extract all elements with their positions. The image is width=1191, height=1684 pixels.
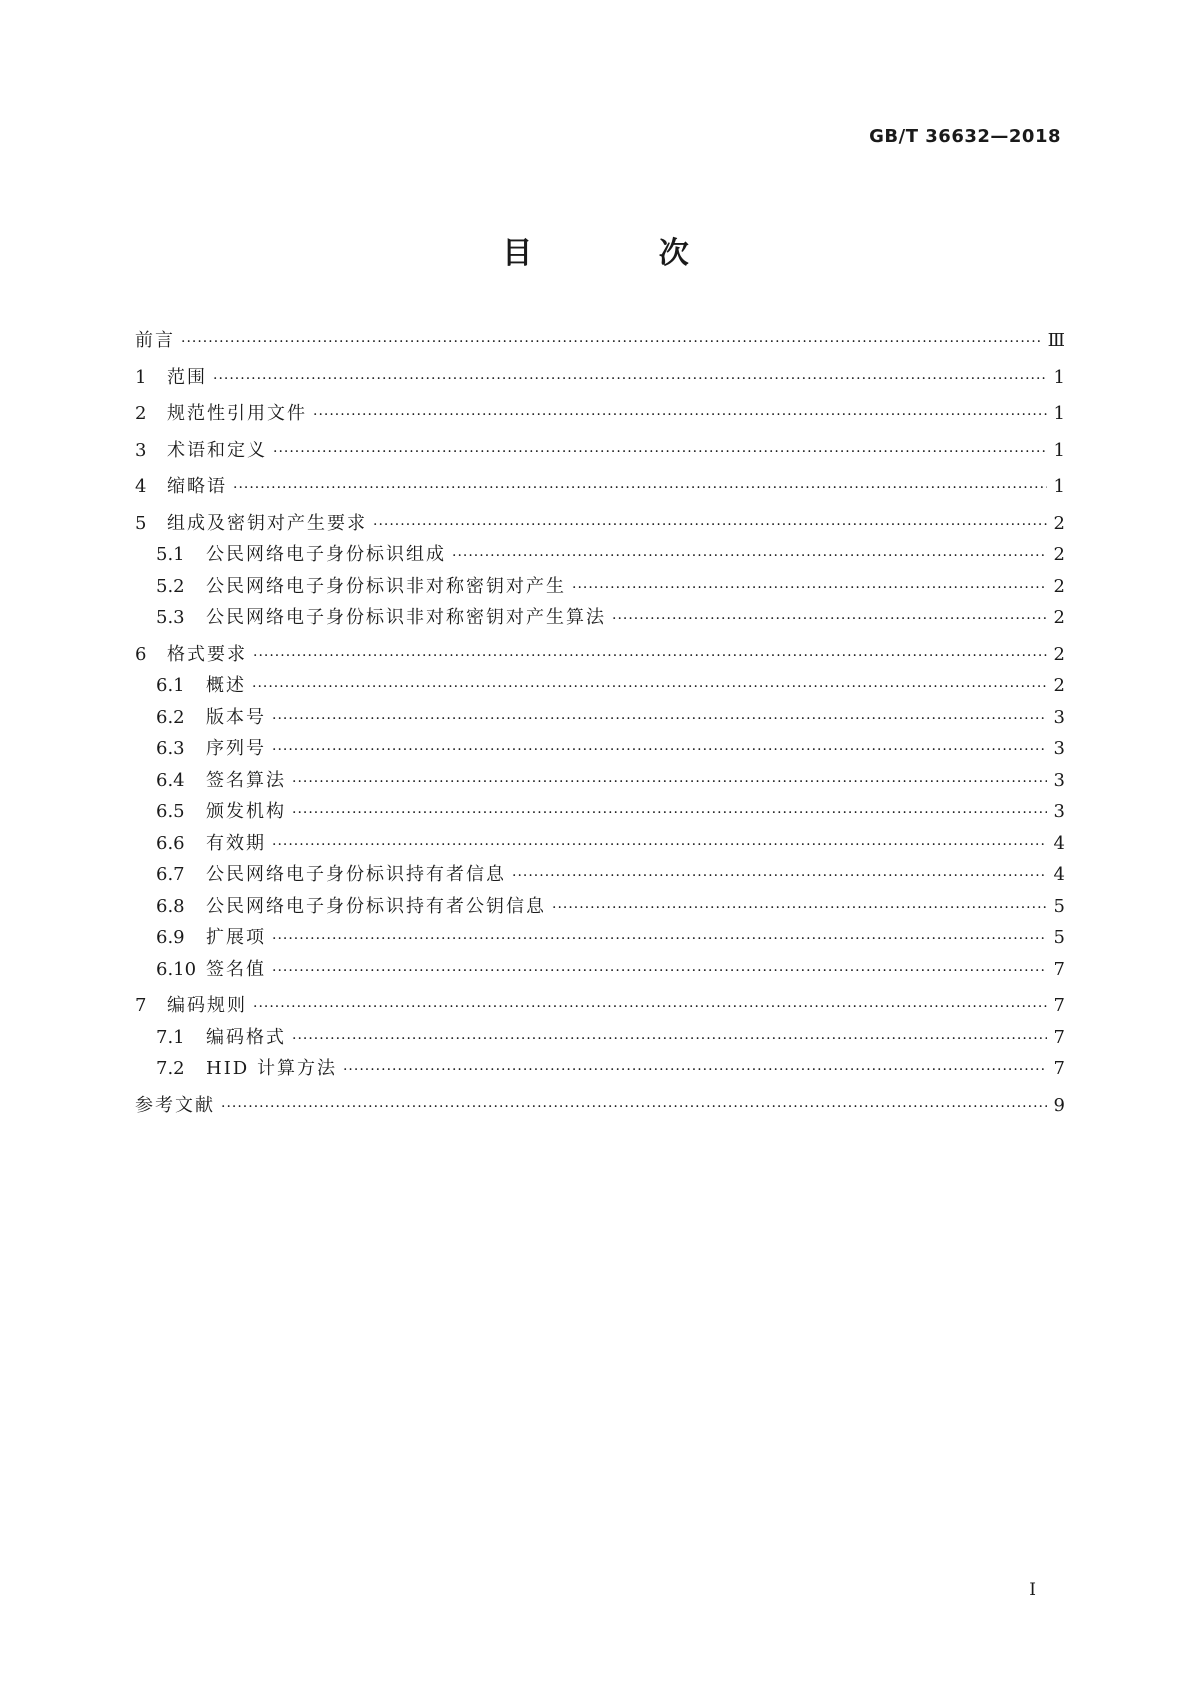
- toc-dot-leader: [292, 1031, 1047, 1047]
- toc-dot-leader: [272, 742, 1047, 758]
- toc-dot-leader: [452, 548, 1047, 564]
- toc-dot-leader: [273, 444, 1047, 460]
- toc-entry[interactable]: [135, 955, 1065, 987]
- toc-entry-title: 编码格式: [206, 1026, 286, 1048]
- toc-dot-leader: [373, 517, 1047, 533]
- toc-entry-page: 2: [1053, 575, 1065, 597]
- toc-entry[interactable]: [135, 1091, 1065, 1123]
- toc-entry-page: 2: [1053, 512, 1065, 534]
- toc-entry-page: 1: [1053, 403, 1065, 424]
- toc-dot-leader: [612, 611, 1047, 627]
- toc-entry-number: 6.10: [156, 958, 197, 980]
- toc-entry-title: 颁发机构: [206, 801, 286, 822]
- toc-entry-number: 6.9: [156, 927, 185, 948]
- toc-entry-page: 1: [1053, 476, 1065, 497]
- toc-entry-title: 概述: [206, 675, 246, 696]
- toc-entry-title: 序列号: [206, 738, 266, 759]
- toc-entry-number: 7: [135, 995, 147, 1016]
- toc-entry[interactable]: [135, 1023, 1065, 1055]
- toc-entry[interactable]: [135, 363, 1065, 395]
- toc-entry-title: 术语和定义: [167, 439, 267, 461]
- toc-dot-leader: [552, 900, 1047, 916]
- toc-entry-page: 2: [1053, 607, 1065, 628]
- toc-dot-leader: [292, 774, 1047, 790]
- toc-entry-number: 1: [135, 366, 147, 388]
- toc-entry[interactable]: [135, 703, 1065, 735]
- toc-entry[interactable]: [135, 734, 1065, 766]
- toc-entry-title: HID 计算方法: [206, 1058, 337, 1079]
- toc-entry-page: 4: [1053, 832, 1065, 854]
- toc-entry[interactable]: [135, 797, 1065, 829]
- toc-dot-leader: [292, 805, 1047, 821]
- toc-entry[interactable]: [135, 326, 1065, 358]
- toc-entry-number: 2: [135, 403, 147, 424]
- toc-entry-page: 3: [1053, 769, 1065, 791]
- toc-entry-title: 公民网络电子身份标识非对称密钥对产生算法: [206, 607, 606, 628]
- toc-entry[interactable]: [135, 671, 1065, 703]
- toc-dot-leader: [272, 963, 1047, 979]
- toc-entry-page: 7: [1053, 995, 1065, 1016]
- toc-entry-number: 5.2: [156, 575, 185, 597]
- toc-dot-leader: [252, 679, 1047, 695]
- toc-entry-page: 4: [1053, 864, 1065, 885]
- toc-entry-number: 6.6: [156, 832, 185, 854]
- toc-entry-title: 签名算法: [206, 769, 286, 791]
- toc-entry-page: 9: [1053, 1094, 1065, 1116]
- toc-dot-leader: [272, 837, 1047, 853]
- toc-entry[interactable]: [135, 991, 1065, 1023]
- toc-entry-page: 7: [1053, 1058, 1065, 1079]
- toc-entry-number: 6.5: [156, 801, 185, 822]
- toc-dot-leader: [233, 480, 1047, 496]
- toc-dot-leader: [221, 1099, 1047, 1115]
- toc-entry[interactable]: [135, 860, 1065, 892]
- toc-entry[interactable]: [135, 540, 1065, 572]
- toc-entry-number: 7.1: [156, 1026, 185, 1048]
- toc-entry-page: 2: [1053, 675, 1065, 696]
- toc-entry-number: 6.3: [156, 738, 185, 759]
- toc-entry-title: 公民网络电子身份标识组成: [206, 544, 446, 565]
- toc-entry-title: 公民网络电子身份标识非对称密钥对产生: [206, 575, 566, 597]
- toc-entry[interactable]: [135, 892, 1065, 924]
- toc-entry-number: 5.3: [156, 607, 185, 628]
- toc-entry-title: 前言: [135, 330, 175, 351]
- toc-entry-title: 版本号: [206, 706, 266, 728]
- toc-entry-number: 5.1: [156, 544, 185, 565]
- toc-entry[interactable]: [135, 603, 1065, 635]
- toc-entry-title: 扩展项: [206, 927, 266, 948]
- toc-entry[interactable]: [135, 572, 1065, 604]
- toc-entry-page: 5: [1053, 927, 1065, 948]
- toc-dot-leader: [343, 1062, 1047, 1078]
- toc-entry-title: 公民网络电子身份标识持有者信息: [206, 864, 506, 885]
- toc-entry-title: 参考文献: [135, 1094, 215, 1116]
- toc-entry-title: 编码规则: [167, 995, 247, 1016]
- toc-entry-page: 2: [1053, 544, 1065, 565]
- toc-entry-number: 4: [135, 476, 147, 497]
- standard-number: GB/T 36632—2018: [869, 126, 1061, 147]
- toc-dot-leader: [272, 931, 1047, 947]
- toc-entry-page: 2: [1053, 643, 1065, 665]
- toc-entry[interactable]: [135, 766, 1065, 798]
- toc-entry[interactable]: [135, 399, 1065, 431]
- toc-dot-leader: [181, 334, 1042, 350]
- toc-entry[interactable]: [135, 640, 1065, 672]
- toc-dot-leader: [253, 648, 1047, 664]
- toc-entry-title: 范围: [167, 366, 207, 388]
- toc-entry[interactable]: [135, 472, 1065, 504]
- toc-entry[interactable]: [135, 1054, 1065, 1086]
- toc-entry-page: Ⅲ: [1047, 330, 1065, 351]
- toc-dot-leader: [313, 407, 1047, 423]
- toc-entry-title: 格式要求: [167, 643, 247, 665]
- toc-entry[interactable]: [135, 509, 1065, 541]
- toc-entry-title: 规范性引用文件: [167, 403, 307, 424]
- toc-entry-title: 组成及密钥对产生要求: [167, 512, 367, 534]
- page-title: 目 次: [502, 236, 747, 271]
- toc-entry-page: 7: [1053, 1026, 1065, 1048]
- toc-entry-title: 缩略语: [167, 476, 227, 497]
- toc-entry-title: 有效期: [206, 832, 266, 854]
- toc-entry-number: 6.7: [156, 864, 185, 885]
- toc-entry-number: 6.8: [156, 895, 185, 917]
- toc-entry-number: 6.4: [156, 769, 185, 791]
- toc-dot-leader: [272, 711, 1047, 727]
- page-number: I: [1029, 1580, 1036, 1600]
- toc-entry-number: 6.2: [156, 706, 185, 728]
- toc-entry-title: 签名值: [206, 958, 266, 980]
- toc-entry[interactable]: [135, 829, 1065, 861]
- toc-entry-page: 3: [1053, 801, 1065, 822]
- toc-entry-number: 3: [135, 439, 147, 461]
- toc-entry[interactable]: [135, 436, 1065, 468]
- toc-entry-title: 公民网络电子身份标识持有者公钥信息: [206, 895, 546, 917]
- toc-entry-number: 5: [135, 512, 147, 534]
- toc-dot-leader: [512, 868, 1047, 884]
- toc-dot-leader: [253, 999, 1047, 1015]
- toc-dot-leader: [213, 371, 1047, 387]
- toc-entry-number: 7.2: [156, 1058, 185, 1079]
- toc-entry-number: 6.1: [156, 675, 185, 696]
- toc-entry-page: 3: [1053, 706, 1065, 728]
- toc-entry-number: 6: [135, 643, 147, 665]
- table-of-contents: [135, 326, 1065, 1122]
- toc-entry[interactable]: [135, 923, 1065, 955]
- toc-entry-page: 3: [1053, 738, 1065, 759]
- toc-entry-page: 1: [1053, 439, 1065, 461]
- toc-entry-page: 7: [1053, 958, 1065, 980]
- toc-entry-page: 5: [1053, 895, 1065, 917]
- toc-entry-page: 1: [1053, 366, 1065, 388]
- toc-dot-leader: [572, 580, 1047, 596]
